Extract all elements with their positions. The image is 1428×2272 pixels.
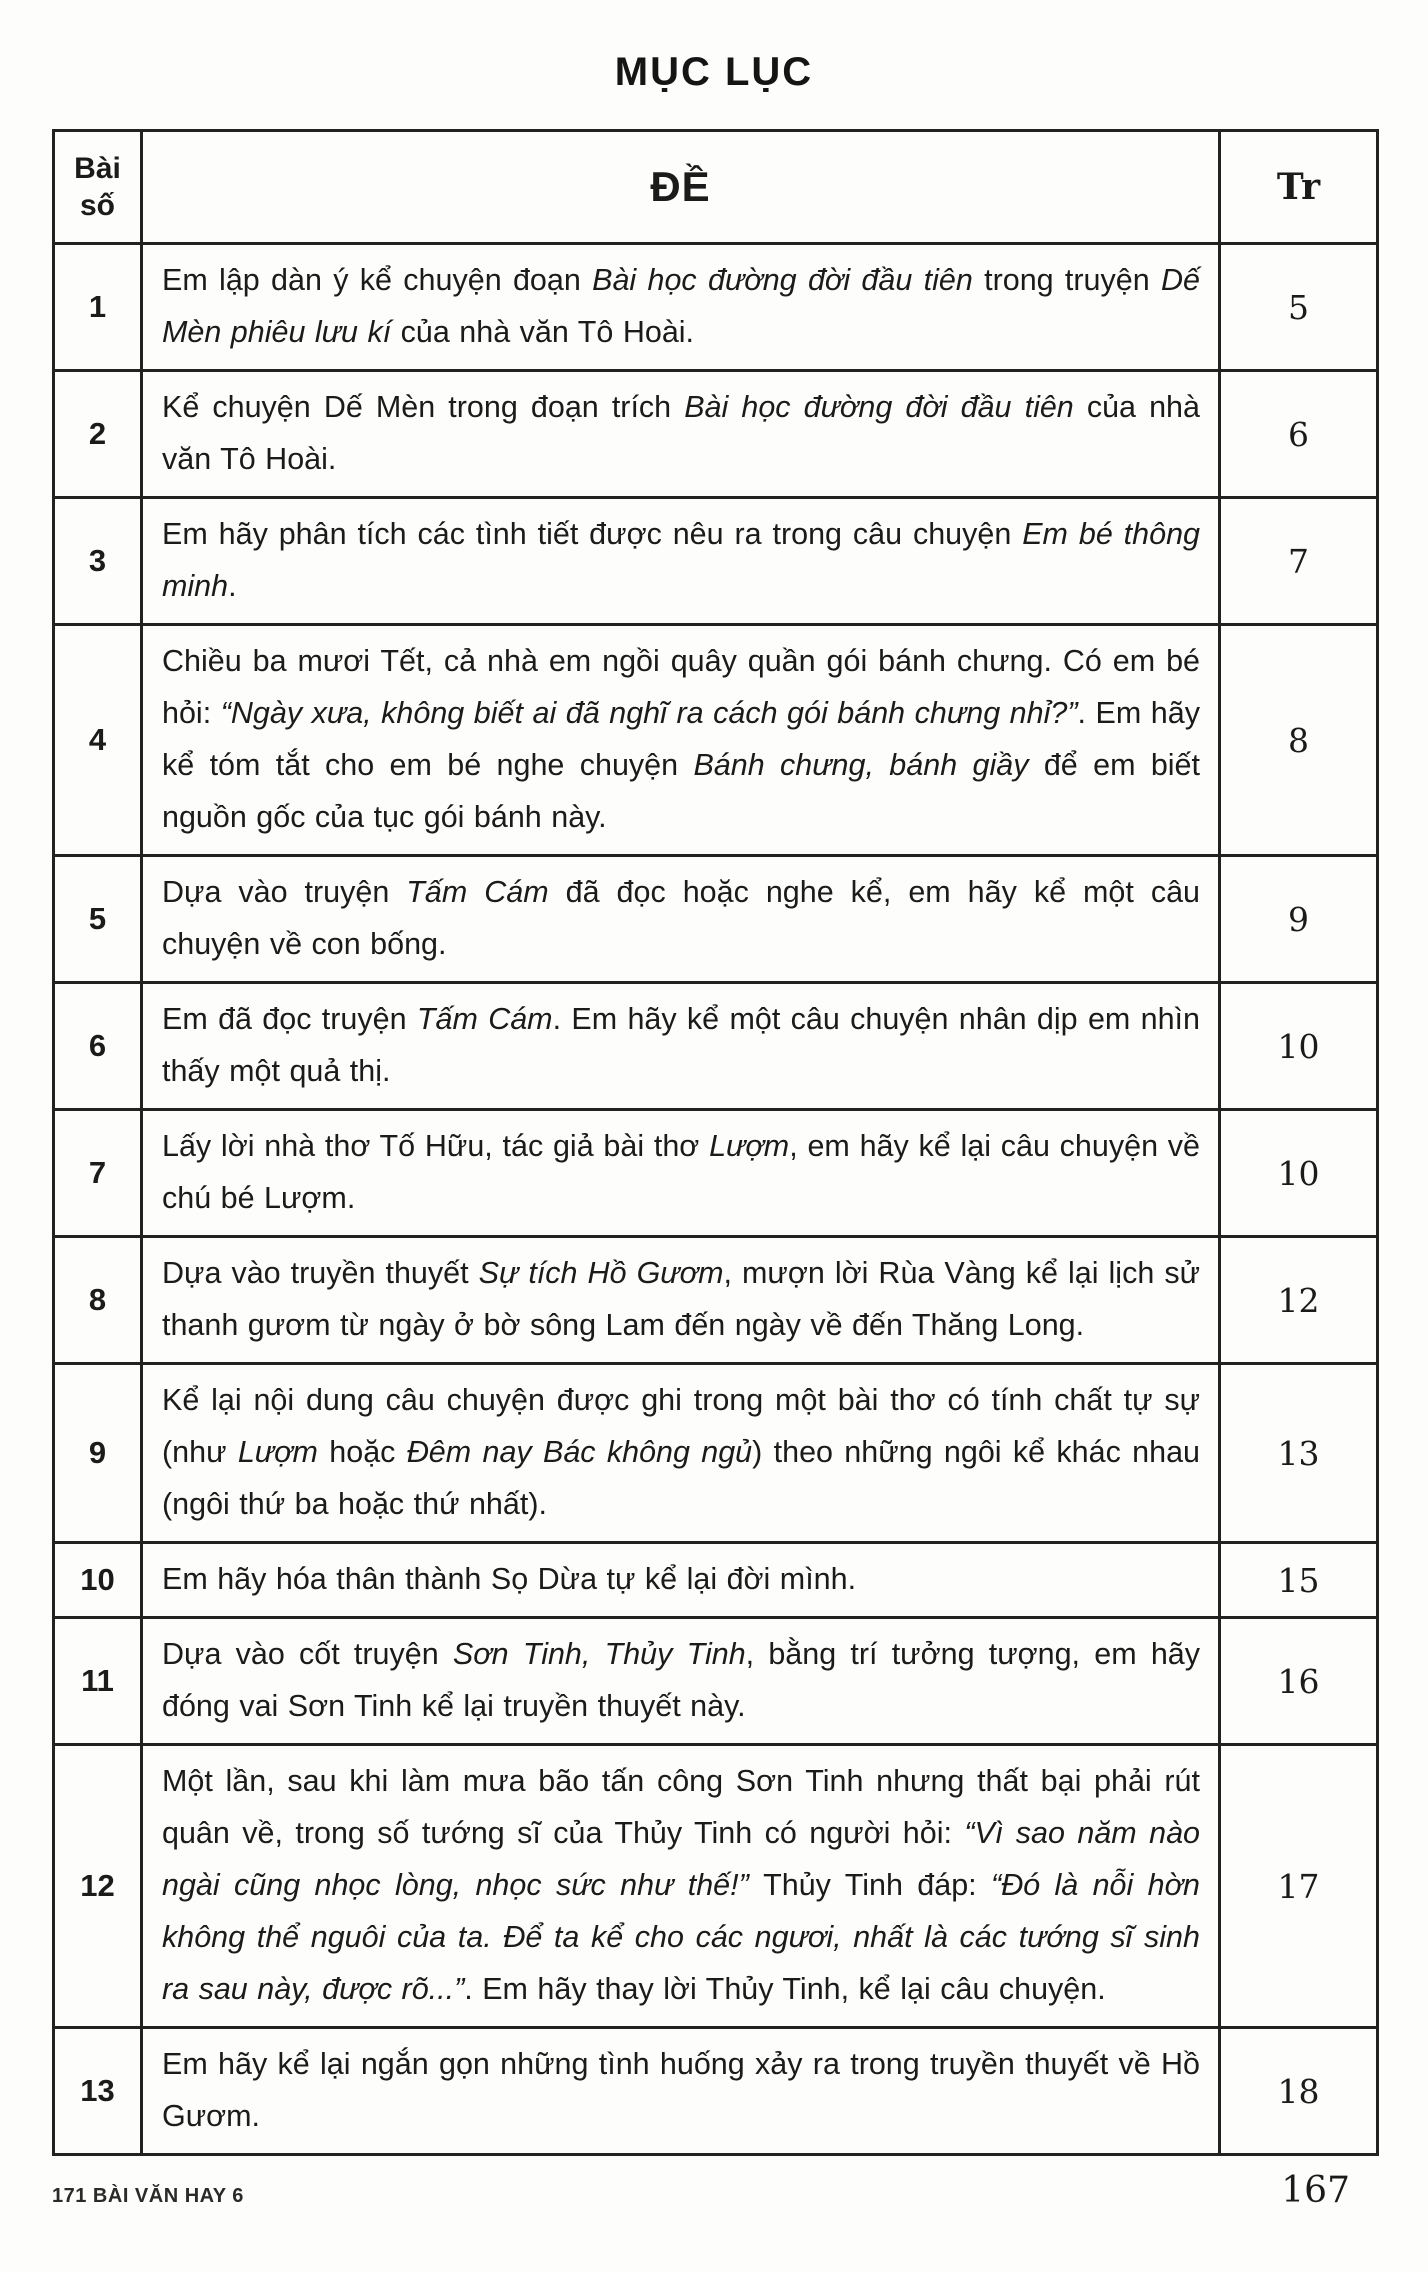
row-number: 11: [54, 1618, 142, 1745]
row-number: 1: [54, 244, 142, 371]
page-footer: [52, 2170, 1376, 2211]
row-topic: Kể chuyện Dế Mèn trong đoạn trích Bài học đường đời đầu tiên của nhà văn Tô Hoài.: [142, 371, 1220, 498]
row-page-number: 15: [1220, 1543, 1378, 1618]
row-page-number: 9: [1220, 856, 1378, 983]
row-topic: Em đã đọc truyện Tấm Cám. Em hãy kể một câu chuyện nhân dịp em nhìn thấy một quả thị.: [142, 983, 1220, 1110]
row-page-number: 10: [1220, 1110, 1378, 1237]
row-topic: Em hãy kể lại ngắn gọn những tình huống xảy ra trong truyền thuyết về Hồ Gươm.: [142, 2028, 1220, 2155]
table-row: [54, 244, 1378, 371]
row-number: 10: [54, 1543, 142, 1618]
header-tr: Tr: [1220, 131, 1378, 244]
row-number: 2: [54, 371, 142, 498]
table-row: [54, 856, 1378, 983]
row-number: 12: [54, 1745, 142, 2028]
row-page-number: 16: [1220, 1618, 1378, 1745]
row-page-number: 6: [1220, 371, 1378, 498]
row-topic: Em hãy hóa thân thành Sọ Dừa tự kể lại đời mình.: [142, 1543, 1220, 1618]
table-row: [54, 1364, 1378, 1543]
row-topic: Kể lại nội dung câu chuyện được ghi trong một bài thơ có tính chất tự sự (như Lượm hoặc Đêm nay Bác không ngủ) theo những ngôi kể khác nhau (ngôi thứ ba hoặc thứ nhất).: [142, 1364, 1220, 1543]
row-page-number: 12: [1220, 1237, 1378, 1364]
header-bai-so: [54, 131, 142, 244]
table-header-row: [54, 131, 1378, 244]
row-number: 7: [54, 1110, 142, 1237]
row-page-number: 8: [1220, 625, 1378, 856]
table-row: [54, 1745, 1378, 2028]
table-row: [54, 625, 1378, 856]
footer-book-title: 171 BÀI VĂN HAY 6: [52, 2185, 244, 2207]
row-number: 3: [54, 498, 142, 625]
row-topic: Dựa vào cốt truyện Sơn Tinh, Thủy Tinh, bằng trí tưởng tượng, em hãy đóng vai Sơn Tinh kể lại truyền thuyết này.: [142, 1618, 1220, 1745]
table-row: [54, 1237, 1378, 1364]
row-page-number: 5: [1220, 244, 1378, 371]
row-page-number: 17: [1220, 1745, 1378, 2028]
footer-page-number: 167: [1281, 2170, 1350, 2211]
row-topic: Chiều ba mươi Tết, cả nhà em ngồi quây quần gói bánh chưng. Có em bé hỏi: “Ngày xưa, không biết ai đã nghĩ ra cách gói bánh chưng nhỉ?”. Em hãy kể tóm tắt cho em bé nghe chuyện Bánh chưng, bánh giầy để em biết nguồn gốc của tục gói bánh này.: [142, 625, 1220, 856]
row-topic: Dựa vào truyền thuyết Sự tích Hồ Gươm, mượn lời Rùa Vàng kể lại lịch sử thanh gươm từ ngày ở bờ sông Lam đến ngày về đến Thăng Long.: [142, 1237, 1220, 1364]
page-title: MỤC LỤC: [614, 50, 814, 94]
toc-table: [52, 129, 1379, 2156]
row-number: 9: [54, 1364, 142, 1543]
row-topic: Dựa vào truyện Tấm Cám đã đọc hoặc nghe kể, em hãy kể một câu chuyện về con bống.: [142, 856, 1220, 983]
row-number: 6: [54, 983, 142, 1110]
row-topic: Lấy lời nhà thơ Tố Hữu, tác giả bài thơ Lượm, em hãy kể lại câu chuyện về chú bé Lượm.: [142, 1110, 1220, 1237]
table-row: [54, 498, 1378, 625]
row-topic: Một lần, sau khi làm mưa bão tấn công Sơn Tinh nhưng thất bại phải rút quân về, trong số tướng sĩ của Thủy Tinh có người hỏi: “Vì sao năm nào ngài cũng nhọc lòng, nhọc sức như thế!” Thủy Tinh đáp: “Đó là nỗi hờn không thể nguôi của ta. Để ta kể cho các ngươi, nhất là các tướng sĩ sinh ra sau này, được rõ...”. Em hãy thay lời Thủy Tinh, kể lại câu chuyện.: [142, 1745, 1220, 2028]
header-de: ĐỀ: [142, 131, 1220, 244]
table-row: [54, 1618, 1378, 1745]
row-number: 5: [54, 856, 142, 983]
row-page-number: 10: [1220, 983, 1378, 1110]
table-row: [54, 1110, 1378, 1237]
row-topic: Em hãy phân tích các tình tiết được nêu ra trong câu chuyện Em bé thông minh.: [142, 498, 1220, 625]
table-row: [54, 983, 1378, 1110]
row-page-number: 13: [1220, 1364, 1378, 1543]
header-bai-so-line2: số: [79, 189, 115, 222]
table-row: [54, 2028, 1378, 2155]
row-topic: Em lập dàn ý kể chuyện đoạn Bài học đường đời đầu tiên trong truyện Dế Mèn phiêu lưu kí của nhà văn Tô Hoài.: [142, 244, 1220, 371]
table-row: [54, 1543, 1378, 1618]
row-page-number: 18: [1220, 2028, 1378, 2155]
row-number: 13: [54, 2028, 142, 2155]
header-bai-so-line1: Bài: [74, 151, 121, 185]
row-number: 8: [54, 1237, 142, 1364]
row-number: 4: [54, 625, 142, 856]
table-row: [54, 371, 1378, 498]
row-page-number: 7: [1220, 498, 1378, 625]
